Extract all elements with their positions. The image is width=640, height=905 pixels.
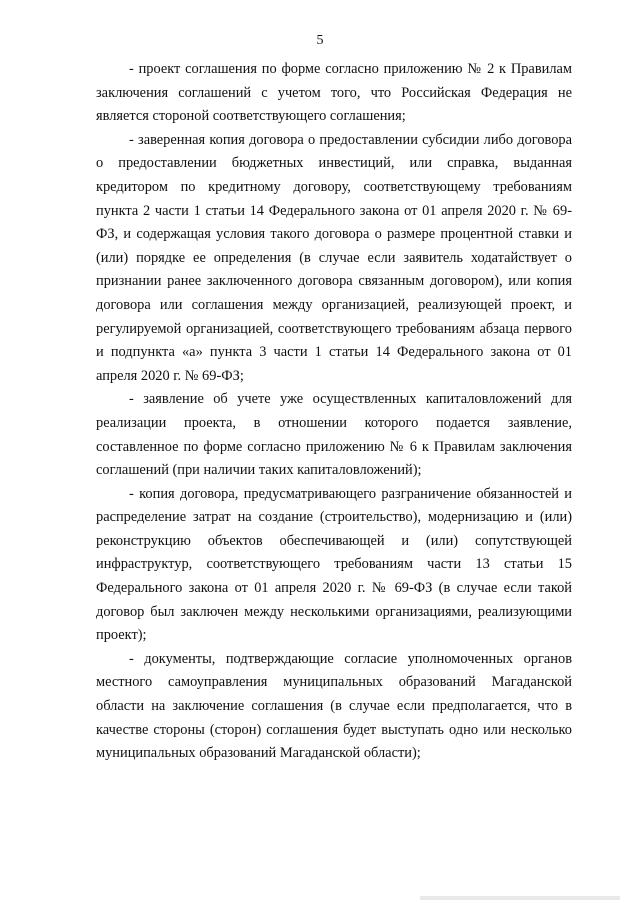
page-number: 5 bbox=[316, 33, 324, 48]
paragraph-investment-statement: - заявление об учете уже осуществленных капиталовложений для реализации проекта, в отношении которого подается заявление, составленное по форме согласно приложению № 6 к Правилам заключения соглашений (при наличии таких капиталовложений); bbox=[96, 391, 572, 479]
paragraph-agreement-draft: - проект соглашения по форме согласно приложению № 2 к Правилам заключения соглашений с учетом того, что Российская Федерация не является стороной соответствующего соглашения; bbox=[96, 61, 572, 125]
paragraph-contract-copy: - заверенная копия договора о предоставлении субсидии либо договора о предоставлении бюджетных инвестиций, или справка, выданная кредитором по кредитному договору, соответствующему требованиям пункта 2 части 1 статьи 14 Федерального закона от 01 апреля 2020 г. № 69-ФЗ, и содержащая условия такого договора о размере процентной ставки и (или) порядке ее определения (в случае если заявитель ходатайствует о признании ранее заключенного договора связанным договором), или копия договора или соглашения между организацией, реализующей проект, и регулируемой организацией, соответствующего требованиям абзаца первого и подпункта «а» пункта 3 части 1 статьи 14 Федерального закона от 01 апреля 2020 г. № 69-ФЗ; bbox=[96, 131, 572, 384]
paragraph-infrastructure-contract: - копия договора, предусматривающего разграничение обязанностей и распределение затрат на создание (строительство), модернизацию и (или) реконструкцию объектов обеспечивающей и (или) сопутствующей инфраструктур, соответствующего требованиям части 13 статьи 15 Федерального закона от 01 апреля 2020 г. № 69-ФЗ (в случае если такой договор был заключен между несколькими организациями, реализующими проект); bbox=[96, 485, 572, 644]
paragraph-municipal-consent: - документы, подтверждающие согласие уполномоченных органов местного самоуправления муниципальных образований Магаданской области на заключение соглашения (в случае если предполагается, что в качестве стороны (сторон) соглашения будет выступать одно или несколько муниципальных образований Магаданской области); bbox=[96, 650, 572, 762]
footer-scan-mark bbox=[420, 896, 620, 900]
document-body bbox=[96, 58, 572, 766]
